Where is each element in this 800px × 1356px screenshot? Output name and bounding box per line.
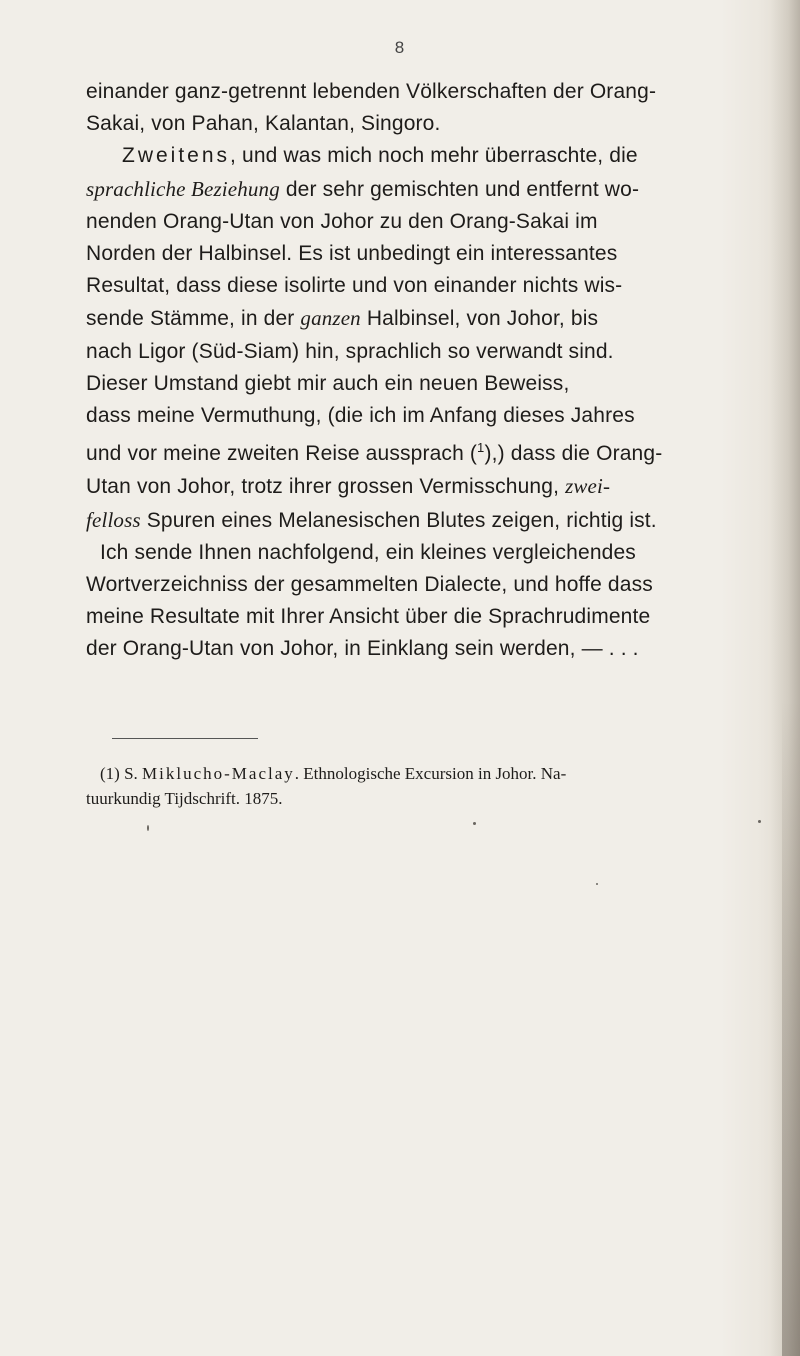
text-line: einander ganz-getrennt lebenden Völkerschaften der Orang- [86, 80, 657, 103]
text-line [86, 140, 791, 172]
text-span: Halbinsel, von Johor, bis [360, 307, 599, 331]
text-span: sende Stämme, in der [86, 307, 301, 331]
text-span: , und was mich noch mehr überraschte, die [230, 144, 638, 168]
footnote-divider [112, 738, 258, 739]
text-span: Utan von Johor, trotz ihrer grossen Vermisschung, [86, 475, 566, 499]
paper-speck [596, 883, 598, 885]
body-text [86, 76, 791, 666]
text-line: Sakai, von Pahan, Kalantan, Singoro. [86, 112, 441, 136]
footnote-author: Miklucho-Maclay [142, 764, 295, 783]
paper-speck [147, 825, 149, 831]
italic-word: ganzen [300, 306, 361, 331]
text-line: Wortverzeichniss der gesammelten Dialecte, und hoffe dass [86, 573, 653, 597]
text-line [86, 537, 791, 569]
text-line: Resultat, dass diese isolirte und von einander nichts wis- [86, 274, 623, 298]
footnote-line [86, 761, 786, 786]
text-span: ),) dass die Orang- [484, 442, 663, 466]
text-span: der sehr gemischten und entfernt wo- [279, 177, 640, 201]
paper-speck [473, 822, 476, 825]
text-line: der Orang-Utan von Johor, in Einklang sein werden, — . . . [86, 637, 639, 661]
footnote [86, 761, 786, 811]
text-span: und vor meine zweiten Reise aussprach ( [86, 442, 478, 466]
italic-word: felloss [86, 507, 141, 532]
text-line [86, 504, 791, 537]
text-line: meine Resultate mit Ihrer Ansicht über die Sprachrudimente [86, 605, 651, 629]
page-number: 8 [394, 38, 406, 57]
text-line [86, 173, 791, 206]
text-line [86, 302, 791, 335]
text-span: Ich sende Ihnen nachfolgend, ein kleines vergleichendes [100, 540, 636, 564]
text-line: dass meine Vermuthung, (die ich im Anfang dieses Jahres [86, 404, 635, 428]
text-line [86, 432, 791, 470]
text-span: Spuren eines Melanesischen Blutes zeigen, richtig ist. [140, 508, 657, 532]
text-line: nenden Orang-Utan von Johor zu den Orang-Sakai im [86, 209, 598, 233]
footnote-text: . Ethnologische Excursion in Johor. Na- [294, 764, 567, 783]
text-line: nach Ligor (Süd-Siam) hin, sprachlich so verwandt sind. [86, 339, 614, 363]
text-line [86, 470, 791, 503]
italic-word: zwei- [565, 474, 611, 499]
emphasized-word: Zweitens [122, 144, 231, 168]
italic-phrase: sprachliche Beziehung [86, 176, 280, 201]
paper-speck [758, 820, 761, 823]
footnote-line: tuurkundig Tijdschrift. 1875. [86, 789, 283, 808]
footnote-reference: 1 [477, 440, 485, 456]
footnote-marker: (1) S. [100, 764, 143, 783]
text-line: Norden der Halbinsel. Es ist unbedingt ein interessantes [86, 242, 618, 266]
text-line: Dieser Umstand giebt mir auch ein neuen Beweiss, [86, 371, 570, 395]
